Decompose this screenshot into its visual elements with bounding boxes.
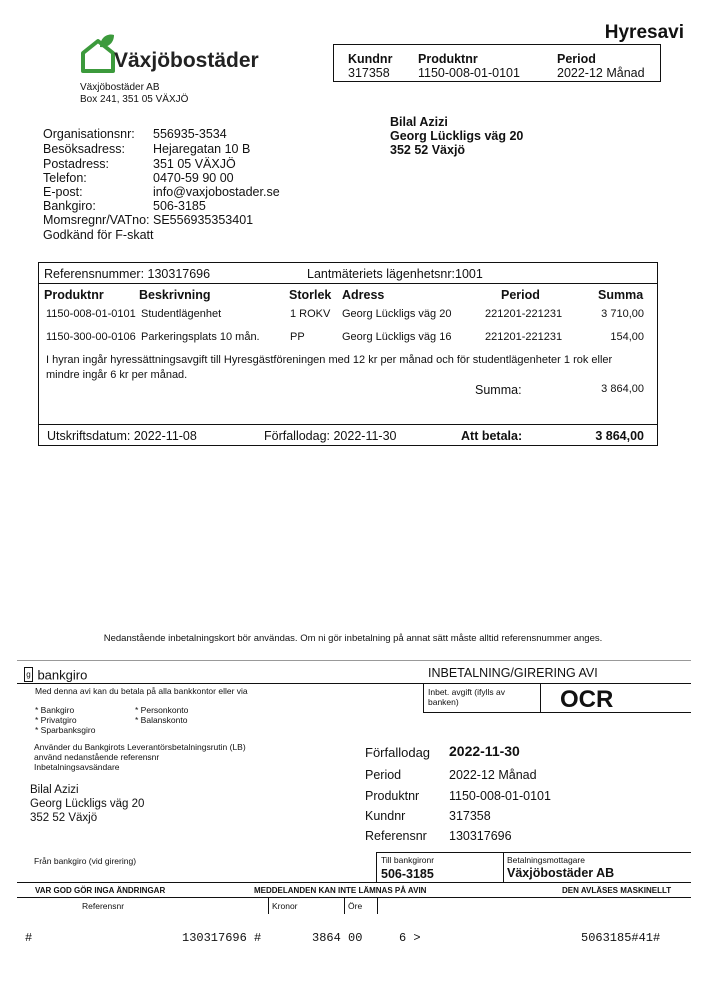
col-header-summa: Summa [598, 288, 644, 302]
org-value: info@vaxjobostader.se [153, 185, 280, 199]
col-header-storlek: Storlek [289, 288, 332, 302]
slip-referensnr-value: 130317696 [449, 829, 512, 843]
kundnr-label: Kundnr [348, 52, 393, 66]
amount-due-value: 3 864,00 [595, 429, 644, 443]
ocr-reference: 130317696 # [182, 931, 262, 945]
lb-info: använd nedanstående referensnr [34, 752, 160, 762]
slip-period-value: 2022-12 Månad [449, 768, 537, 782]
produktnr-value: 1150-008-01-0101 [418, 66, 520, 80]
period-label: Period [557, 52, 596, 66]
invoice-note: I hyran ingår hyressättningsavgift till Hyresgästföreningen med 12 kr per månad och för studentlägenheter 1 rok eller [46, 354, 613, 366]
recipient-street: Georg Lückligs väg 20 [390, 129, 524, 143]
warning-machine-read: DEN AVLÄSES MASKINELLT [562, 886, 672, 895]
invoice-note: mindre ingår 6 kr per månad. [46, 369, 188, 381]
amount-due-label: Att betala: [461, 429, 523, 443]
slip-referensnr-label: Referensnr [365, 829, 427, 843]
period-value: 2022-12 Månad [557, 66, 645, 80]
org-value: 0470-59 90 00 [153, 171, 234, 185]
bankgiro-label: bankgiro [37, 667, 88, 683]
recipient-value: Växjöbostäder AB [507, 866, 615, 880]
org-label: Telefon: [43, 171, 87, 185]
cell-period: 221201-221231 [485, 308, 563, 320]
slip-title: INBETALNING/GIRERING AVI [428, 666, 598, 680]
ocr-hash: # [25, 931, 33, 945]
bankgiro-icon: g [24, 667, 33, 682]
slip-kundnr-value: 317358 [449, 809, 491, 823]
col-ore: Öre [348, 901, 363, 911]
fskatt-text: Godkänd för F-skatt [43, 228, 154, 242]
payment-option: * Sparbanksgiro [35, 725, 96, 735]
payer-city: 352 52 Växjö [30, 812, 98, 824]
payment-option: * Bankgiro [35, 705, 75, 715]
cell-produktnr: 1150-300-00-0106 [46, 331, 136, 343]
org-label: Momsregnr/VATno: [43, 213, 150, 227]
org-value: 506-3185 [153, 199, 206, 213]
cell-summa: 3 710,00 [601, 308, 644, 320]
logo-text: Växjöbostäder [114, 49, 259, 72]
org-value: SE556935353401 [153, 213, 254, 227]
slip-due-value: 2022-11-30 [449, 743, 520, 759]
from-bankgiro-label: Från bankgiro (vid girering) [34, 856, 137, 866]
col-header-beskrivning: Beskrivning [139, 288, 211, 302]
kundnr-value: 317358 [348, 66, 390, 80]
ocr-bankgiro: 5063185#41# [581, 931, 661, 945]
recipient-label: Betalningsmottagare [507, 855, 585, 865]
cell-summa: 154,00 [610, 331, 644, 343]
col-header-period: Period [501, 288, 540, 302]
org-value: 556935-3534 [153, 127, 227, 141]
org-label: Postadress: [43, 157, 110, 171]
payment-option: * Balanskonto [135, 715, 188, 725]
logo [80, 33, 259, 77]
slip-period-label: Period [365, 768, 402, 782]
cell-period: 221201-221231 [485, 331, 563, 343]
ocr-amount: 3864 00 [312, 931, 363, 945]
due-date: Förfallodag: 2022-11-30 [264, 429, 397, 443]
cell-adress: Georg Lückligs väg 16 [342, 331, 452, 343]
org-value: Hejaregatan 10 B [153, 142, 251, 156]
ocr-label: OCR [560, 686, 614, 713]
org-label: Besöksadress: [43, 142, 125, 156]
warning-no-messages: MEDDELANDEN KAN INTE LÄMNAS PÅ AVIN [254, 886, 427, 895]
payer-name: Bilal Azizi [30, 784, 79, 796]
summa-value: 3 864,00 [601, 383, 644, 395]
org-label: Bankgiro: [43, 199, 96, 213]
lb-info: Inbetalningsavsändare [34, 762, 120, 772]
slip-produktnr-label: Produktnr [365, 789, 420, 803]
recipient-city: 352 52 Växjö [390, 143, 466, 157]
cell-storlek: PP [290, 331, 305, 343]
ocr-check: 6 > [399, 931, 421, 945]
produktnr-label: Produktnr [418, 52, 478, 66]
inbet-label: Inbet. avgift (ifylls av [428, 687, 506, 697]
org-label: Organisationsnr: [43, 127, 135, 141]
reference-number: Referensnummer: 130317696 [44, 267, 211, 281]
col-header-adress: Adress [342, 288, 385, 302]
org-label: E-post: [43, 185, 83, 199]
lb-info: Använder du Bankgirots Leverantörsbetalningsrutin (LB) [34, 742, 246, 752]
cell-produktnr: 1150-008-01-0101 [46, 308, 136, 320]
company-name: Växjöbostäder AB [80, 82, 160, 93]
company-address: Box 241, 351 05 VÄXJÖ [80, 94, 189, 105]
recipient-name: Bilal Azizi [390, 115, 448, 129]
to-bankgiro-value: 506-3185 [381, 867, 434, 881]
to-bankgiro-label: Till bankgironr [381, 855, 435, 865]
col-kronor: Kronor [272, 901, 298, 911]
payment-option: * Personkonto [135, 705, 189, 715]
payment-notice: Nedanstående inbetalningskort bör användas. Om ni gör inbetalning på annat sätt måste alltid referensnummer anges. [103, 633, 603, 644]
bankgiro-logo [24, 666, 87, 682]
slip-produktnr-value: 1150-008-01-0101 [449, 789, 551, 803]
slip-kundnr-label: Kundnr [365, 809, 406, 823]
col-referensnr: Referensnr [82, 901, 125, 911]
payment-option: * Privatgiro [35, 715, 77, 725]
summa-label: Summa: [475, 383, 522, 397]
cell-adress: Georg Lückligs väg 20 [342, 308, 452, 320]
col-header-produktnr: Produktnr [44, 288, 104, 302]
org-value: 351 05 VÄXJÖ [153, 157, 236, 171]
cell-beskrivning: Studentlägenhet [141, 308, 222, 320]
inbet-label: banken) [428, 697, 459, 707]
slip-due-label: Förfallodag [365, 745, 431, 760]
cell-beskrivning: Parkeringsplats 10 mån. [141, 331, 260, 343]
lantmateriet-number: Lantmäteriets lägenhetsnr:1001 [307, 267, 483, 281]
cell-storlek: 1 ROKV [290, 308, 331, 320]
print-date: Utskriftsdatum: 2022-11-08 [47, 429, 197, 443]
payer-street: Georg Lückligs väg 20 [30, 798, 145, 810]
slip-intro: Med denna avi kan du betala på alla bankkontor eller via [35, 686, 248, 696]
warning-no-changes: VAR GOD GÖR INGA ÄNDRINGAR [35, 886, 166, 895]
house-leaf-icon [80, 33, 116, 73]
document-title: Hyresavi [604, 22, 684, 43]
